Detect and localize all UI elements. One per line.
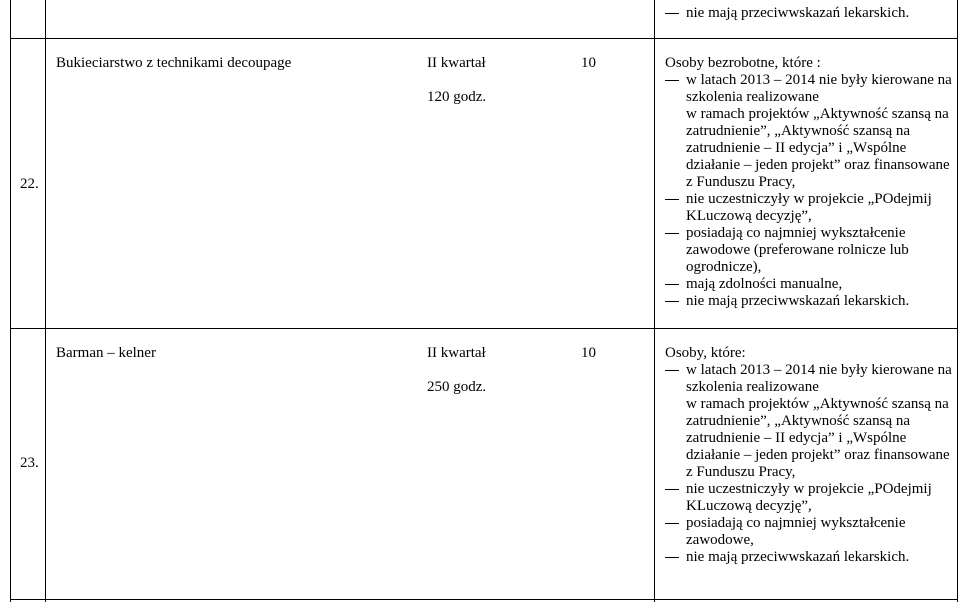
- bullet-dash: [665, 284, 679, 285]
- criteria-line: działanie – jeden projekt” oraz finansowane: [686, 447, 950, 463]
- bullet-dash: [665, 370, 679, 371]
- criteria-line: posiadają co najmniej wykształcenie: [686, 515, 906, 531]
- bullet-dash: [665, 80, 679, 81]
- criteria-line: nie mają przeciwwskazań lekarskich.: [686, 5, 910, 21]
- quarter: II kwartał: [427, 345, 486, 361]
- criteria-line: z Funduszu Pracy,: [686, 464, 796, 480]
- criteria-line: zawodowe,: [686, 532, 754, 548]
- criteria-line: ogrodnicze),: [686, 259, 762, 275]
- criteria-line: zatrudnienie – II edycja” i „Wspólne: [686, 430, 907, 446]
- column-divider: [654, 0, 655, 602]
- bullet-dash: [665, 301, 679, 302]
- criteria-line: w latach 2013 – 2014 nie były kierowane na: [686, 362, 952, 378]
- criteria-line: zatrudnienie – II edycja” i „Wspólne: [686, 140, 907, 156]
- criteria-line: nie mają przeciwwskazań lekarskich.: [686, 293, 910, 309]
- hours: 120 godz.: [427, 89, 487, 105]
- row-divider: [10, 38, 958, 39]
- target-intro: Osoby, które:: [665, 345, 746, 361]
- criteria-line: nie uczestniczyły w projekcie „POdejmij: [686, 191, 932, 207]
- criteria-line: szkolenia realizowane: [686, 89, 819, 105]
- bullet-dash: [665, 489, 679, 490]
- course-name: Barman – kelner: [56, 345, 156, 361]
- criteria-line: działanie – jeden projekt” oraz finansowane: [686, 157, 950, 173]
- target-intro: Osoby bezrobotne, które :: [665, 55, 821, 71]
- participants-count: 10: [581, 55, 596, 71]
- criteria-line: nie mają przeciwwskazań lekarskich.: [686, 549, 910, 565]
- participants-count: 10: [581, 345, 596, 361]
- row-divider: [10, 599, 958, 600]
- table-border-left: [10, 0, 11, 602]
- course-name: Bukieciarstwo z technikami decoupage: [56, 55, 292, 71]
- criteria-line: nie uczestniczyły w projekcie „POdejmij: [686, 481, 932, 497]
- bullet-dash: [665, 13, 679, 14]
- criteria-line: posiadają co najmniej wykształcenie: [686, 225, 906, 241]
- table-border-right: [957, 0, 958, 602]
- row-divider: [10, 328, 958, 329]
- row-number: 23.: [20, 455, 39, 471]
- quarter: II kwartał: [427, 55, 486, 71]
- bullet-dash: [665, 523, 679, 524]
- criteria-line: szkolenia realizowane: [686, 379, 819, 395]
- criteria-line: zatrudnienie”, „Aktywność szansą na: [686, 123, 911, 139]
- criteria-line: KLuczową decyzję”,: [686, 208, 812, 224]
- bullet-dash: [665, 199, 679, 200]
- criteria-line: KLuczową decyzję”,: [686, 498, 812, 514]
- criteria-line: w ramach projektów „Aktywność szansą na: [686, 396, 949, 412]
- row-number: 22.: [20, 176, 39, 192]
- bullet-dash: [665, 233, 679, 234]
- criteria-line: mają zdolności manualne,: [686, 276, 843, 292]
- hours: 250 godz.: [427, 379, 487, 395]
- criteria-line: z Funduszu Pracy,: [686, 174, 796, 190]
- column-divider: [45, 0, 46, 602]
- criteria-line: zawodowe (preferowane rolnicze lub: [686, 242, 909, 258]
- criteria-line: w latach 2013 – 2014 nie były kierowane na: [686, 72, 952, 88]
- criteria-line: w ramach projektów „Aktywność szansą na: [686, 106, 949, 122]
- criteria-line: zatrudnienie”, „Aktywność szansą na: [686, 413, 911, 429]
- bullet-dash: [665, 557, 679, 558]
